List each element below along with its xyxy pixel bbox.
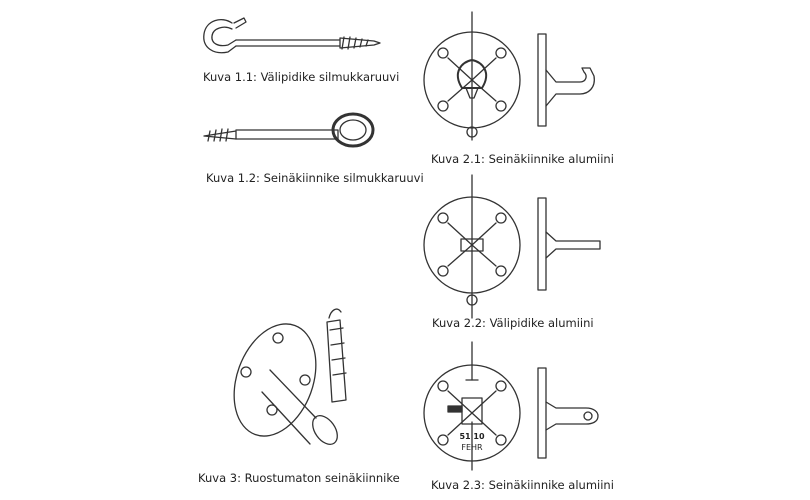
- aluminium-bracket-side-2-1: [538, 34, 594, 126]
- caption-fig-2-2: Kuva 2.2: Välipidike alumiini: [432, 316, 594, 330]
- caption-fig-1-1: Kuva 1.1: Välipidike silmukkaruuvi: [203, 70, 400, 84]
- aluminium-bracket-front-2-3: [424, 342, 520, 470]
- plate-code-text: 51 10: [459, 432, 485, 441]
- caption-fig-2-1: Kuva 2.1: Seinäkiinnike alumiini: [431, 152, 614, 166]
- eye-screw-drawing: [204, 114, 373, 146]
- aluminium-spacer-side-2-2: [538, 198, 600, 290]
- stainless-bracket-drawing: [219, 309, 346, 449]
- caption-fig-2-3: Kuva 2.3: Seinäkiinnike alumiini: [431, 478, 614, 492]
- aluminium-spacer-front-2-2: [424, 175, 520, 318]
- aluminium-bracket-front-2-1: [424, 12, 520, 140]
- hook-screw-drawing: [204, 18, 380, 53]
- caption-fig-1-2: Kuva 1.2: Seinäkiinnike silmukkaruuvi: [206, 171, 424, 185]
- caption-fig-3: Kuva 3: Ruostumaton seinäkiinnike: [198, 471, 400, 485]
- aluminium-bracket-side-2-3: [538, 368, 598, 458]
- plate-brand-text: FEHR: [461, 443, 483, 452]
